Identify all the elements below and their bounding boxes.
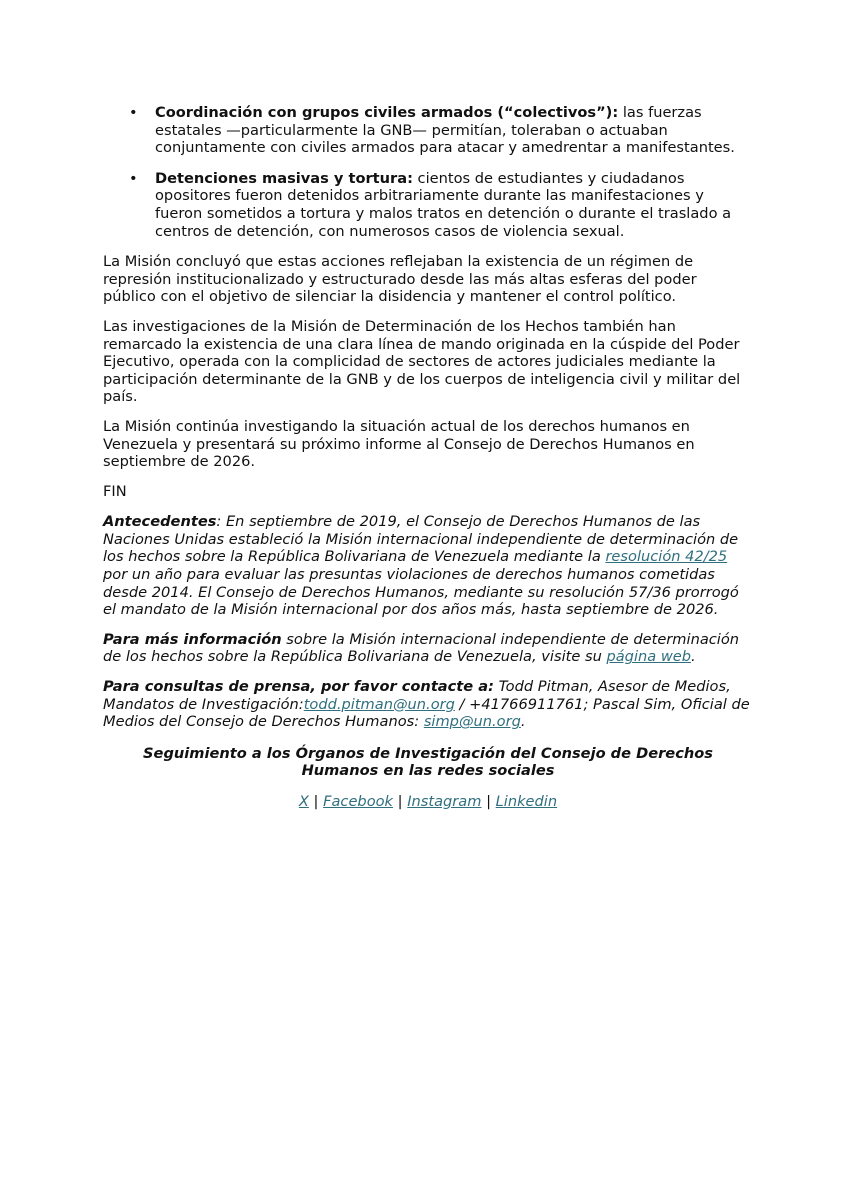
more-info-text: . bbox=[691, 648, 696, 666]
bullet-title: Detenciones masivas y tortura: bbox=[155, 169, 413, 187]
bullet-text: cientos de estudiantes y ciudadanos opositores fueron detenidos arbitrariamente durante las manifestaciones y fueron sometidos a tortura y malos tratos en detención o durante el traslado a centros de detención, con numerosos casos de violencia sexual. bbox=[155, 169, 732, 240]
separator: | bbox=[308, 793, 324, 810]
paragraph-investigations: Las investigaciones de la Misión de Determinación de los Hechos también han remarcado la existencia de una clara línea de mando originada en la cúspide del Poder Ejecutivo, operada con la complicidad de sectores de actores judiciales mediante la participación determinante de la GNB y de los cuerpos de inteligencia civil y militar del país. bbox=[103, 317, 741, 406]
bullet-icon: • bbox=[129, 104, 138, 121]
instagram-link[interactable]: Instagram bbox=[407, 793, 482, 810]
bullet-list bbox=[103, 104, 753, 240]
background-paragraph bbox=[103, 513, 753, 619]
press-text: . bbox=[520, 713, 526, 731]
list-item bbox=[103, 170, 753, 240]
facebook-link[interactable]: Facebook bbox=[323, 793, 394, 810]
linkedin-link[interactable]: Linkedin bbox=[495, 793, 558, 810]
bullet-title: Coordinación con grupos civiles armados (“colectivos”): bbox=[155, 104, 619, 121]
social-heading: Seguimiento a los Órganos de Investigación del Consejo de Derechos Humanos en las redes sociales bbox=[143, 744, 713, 780]
background-text: : En septiembre de 2019, el Consejo de Derechos Humanos de las Naciones Unidas estableció la Misión internacional independiente de determinación de los hechos sobre la República Bolivariana de Venezuela mediante la bbox=[103, 513, 739, 566]
press-paragraph bbox=[103, 678, 753, 731]
webpage-link[interactable]: página web bbox=[606, 648, 692, 666]
background-text: por un año para evaluar las presuntas violaciones de derechos humanos cometidas desde 2014. El Consejo de Derechos Humanos, mediante su resolución 57/36 prorrogó el mandato de la Misión internacional por dos años más, hasta septiembre de 2026. bbox=[103, 566, 739, 619]
more-info-paragraph bbox=[103, 631, 753, 666]
bullet-icon: • bbox=[129, 169, 138, 187]
separator: | bbox=[393, 793, 408, 810]
press-text: Todd Pitman, Asesor de Medios, Mandatos de Investigación: bbox=[103, 678, 731, 713]
press-label: Para consultas de prensa, por favor contacte a: bbox=[103, 678, 494, 696]
press-text: / +41766911761; Pascal Sim, Oficial de Medios del Consejo de Derechos Humanos: bbox=[103, 695, 750, 731]
paragraph-continuation: La Misión continúa investigando la situación actual de los derechos humanos en Venezuela y presentará su próximo informe al Consejo de Derechos Humanos en septiembre de 2026. bbox=[103, 417, 695, 471]
document-body bbox=[103, 104, 753, 811]
email-link-todd[interactable]: todd.pitman@un.org bbox=[303, 695, 455, 713]
end-marker: FIN bbox=[103, 482, 127, 500]
list-item bbox=[103, 104, 753, 157]
more-info-label: Para más información bbox=[103, 630, 282, 648]
more-info-text: sobre la Misión internacional independiente de determinación de los hechos sobre la República Bolivariana de Venezuela, visite su bbox=[103, 630, 740, 666]
paragraph-conclusion: La Misión concluyó que estas acciones reflejaban la existencia de un régimen de represión institucionalizado y estructurado desde las más altas esferas del poder público con el objetivo de silenciar la disidencia y mantener el control político. bbox=[103, 253, 697, 306]
resolution-link[interactable]: resolución 42/25 bbox=[605, 548, 728, 566]
background-label: Antecedentes bbox=[103, 513, 217, 531]
social-links bbox=[103, 793, 753, 811]
separator: | bbox=[481, 793, 496, 810]
x-link[interactable]: X bbox=[298, 793, 309, 810]
email-link-simp[interactable]: simp@un.org bbox=[423, 713, 521, 731]
bullet-text: las fuerzas estatales —particularmente la GNB— permitían, toleraban o actuaban conjuntamente con civiles armados para atacar y amedrentar a manifestantes. bbox=[155, 104, 735, 157]
